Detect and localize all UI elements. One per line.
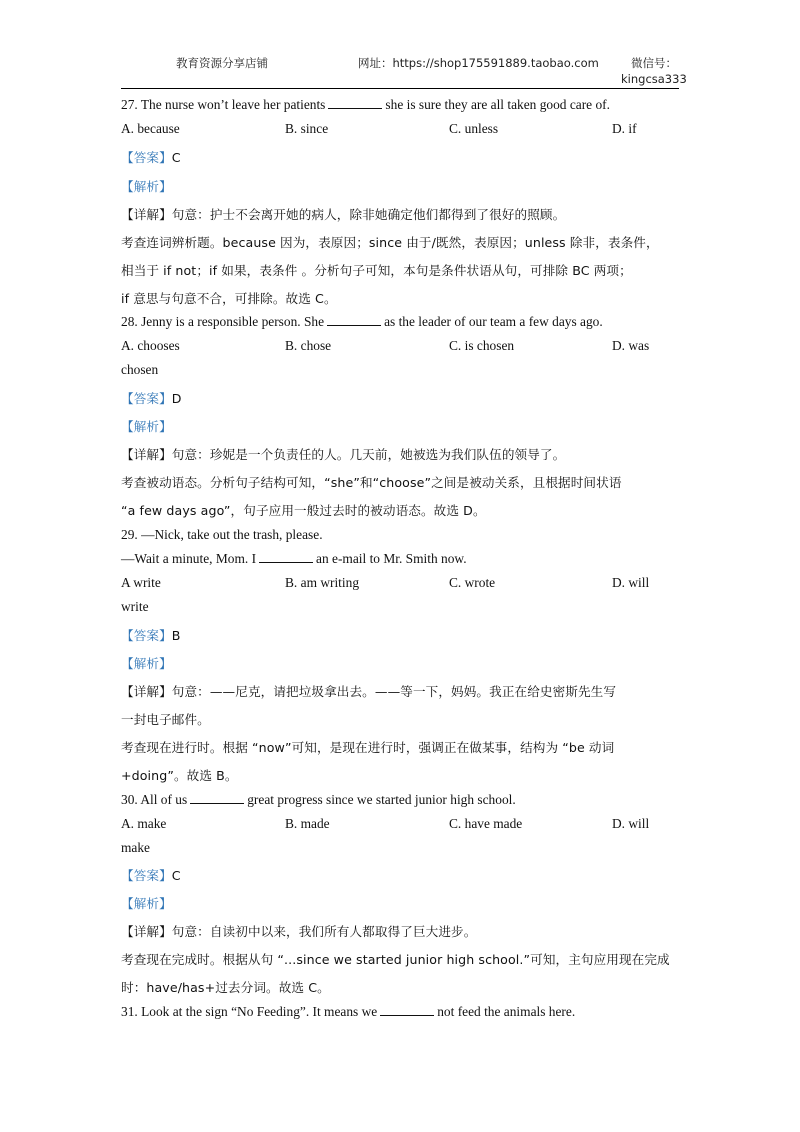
q28-option-d: D. was xyxy=(612,338,650,353)
q30-option-a: A. make xyxy=(121,816,167,831)
q29-stem-line1: 29. —Nick, take out the trash, please. xyxy=(121,527,323,542)
q27-stem-part2: she is sure they are all taken good care of. xyxy=(385,97,610,112)
q29-explain-line: +doing”。故选 B。 xyxy=(121,768,238,783)
q27-stem-part1: 27. The nurse won’t leave her patients xyxy=(121,97,326,112)
q27-stem xyxy=(121,97,610,113)
q28-analysis-label: 【解析】 xyxy=(121,419,172,434)
q28-option-c: C. is chosen xyxy=(449,338,515,353)
header-wechat-id: kingcsa333 xyxy=(621,72,687,86)
q30-stem-part2: great progress since we started junior high school. xyxy=(247,792,516,807)
q27-explain-line: if 意思与句意不合，可排除。故选 C。 xyxy=(121,291,337,306)
q29-detail-line2: 一封电子邮件。 xyxy=(121,712,210,727)
q29-explain-line: 考查现在进行时。根据 “now”可知，是现在进行时，强调正在做某事，结构为 “be 动词 xyxy=(121,740,615,755)
q28-stem-part2: as the leader of our team a few days ago. xyxy=(384,314,603,329)
header-wechat-label: 微信号： xyxy=(631,56,677,70)
q31-stem-part1: 31. Look at the sign “No Feeding”. It means we xyxy=(121,1004,378,1019)
q27-option-d: D. if xyxy=(612,121,637,136)
q28-option-b: B. chose xyxy=(285,338,332,353)
q28-detail xyxy=(121,444,565,463)
q27-blank xyxy=(328,97,382,109)
detail-label: 【详解】 xyxy=(121,207,172,222)
answer-label: 【答案】 xyxy=(121,150,172,165)
q27-analysis-label: 【解析】 xyxy=(121,179,172,194)
q29-option-d: D. will xyxy=(612,575,650,590)
q29-answer xyxy=(121,625,181,644)
detail-label: 【详解】 xyxy=(121,684,172,699)
q28-option-a: A. chooses xyxy=(121,338,180,353)
q29-stem-part2: an e-mail to Mr. Smith now. xyxy=(316,551,467,566)
q27-option-a: A. because xyxy=(121,121,180,136)
q27-option-c: C. unless xyxy=(449,121,499,136)
header-shop-url: 网址：https://shop175591889.taobao.com xyxy=(358,56,599,70)
q28-answer-value: D xyxy=(171,391,182,406)
q31-stem-part2: not feed the animals here. xyxy=(437,1004,576,1019)
q28-explain-line: “a few days ago”，句子应用一般过去时的被动语态。故选 D。 xyxy=(121,503,486,518)
q30-answer xyxy=(121,865,181,884)
q28-answer xyxy=(121,388,182,407)
q30-stem xyxy=(121,792,516,808)
q29-blank xyxy=(259,551,313,563)
answer-label: 【答案】 xyxy=(121,391,172,406)
q27-detail xyxy=(121,204,565,223)
detail-label: 【详解】 xyxy=(121,447,172,462)
q29-stem-line2 xyxy=(121,551,467,567)
q28-stem-part1: 28. Jenny is a responsible person. She xyxy=(121,314,325,329)
q30-explain-line: 时：have/has+过去分词。故选 C。 xyxy=(121,980,330,995)
q30-option-c: C. have made xyxy=(449,816,523,831)
q30-analysis-label: 【解析】 xyxy=(121,896,172,911)
q29-option-a: A write xyxy=(121,575,161,590)
header-shop-name: 教育资源分享店铺 xyxy=(176,56,268,70)
q28-detail-text: 句意：珍妮是一个负责任的人。几天前，她被选为我们队伍的领导了。 xyxy=(171,447,566,462)
q30-blank xyxy=(190,792,244,804)
q29-stem-part1: —Wait a minute, Mom. I xyxy=(121,551,257,566)
q31-stem xyxy=(121,1004,575,1020)
q29-analysis-label: 【解析】 xyxy=(121,656,172,671)
q29-detail-text: 句意：——尼克，请把垃圾拿出去。——等一下，妈妈。我正在给史密斯先生写 xyxy=(171,684,617,699)
q28-option-d-wrap: chosen xyxy=(121,362,159,377)
detail-label: 【详解】 xyxy=(121,924,172,939)
q27-explain-line: 相当于 if not；if 如果，表条件 。分析句子可知，本句是条件状语从句，可排除 BC 两项； xyxy=(121,263,632,278)
q29-option-c: C. wrote xyxy=(449,575,496,590)
q30-explain-line: 考查现在完成时。根据从句 “...since we started junior high school.”可知，主句应用现在完成 xyxy=(121,952,670,967)
q30-detail xyxy=(121,921,476,940)
q31-blank xyxy=(380,1004,434,1016)
q30-option-d: D. will xyxy=(612,816,650,831)
answer-label: 【答案】 xyxy=(121,628,172,643)
q27-explain-line: 考查连词辨析题。because 因为，表原因；since 由于/既然，表原因；unless 除非，表条件， xyxy=(121,235,659,250)
q30-detail-text: 句意：自读初中以来，我们所有人都取得了巨大进步。 xyxy=(171,924,477,939)
q28-blank xyxy=(327,314,381,326)
q27-detail-text: 句意：护士不会离开她的病人，除非她确定他们都得到了很好的照顾。 xyxy=(171,207,566,222)
answer-label: 【答案】 xyxy=(121,868,172,883)
q30-stem-part1: 30. All of us xyxy=(121,792,188,807)
q27-answer-value: C xyxy=(171,150,181,165)
q29-option-b: B. am writing xyxy=(285,575,360,590)
q29-answer-value: B xyxy=(171,628,181,643)
q30-answer-value: C xyxy=(171,868,181,883)
q27-option-b: B. since xyxy=(285,121,329,136)
q28-stem xyxy=(121,314,603,330)
header-divider xyxy=(121,88,679,89)
q29-detail xyxy=(121,681,616,700)
q29-option-d-wrap: write xyxy=(121,599,149,614)
q30-option-b: B. made xyxy=(285,816,330,831)
q30-option-d-wrap: make xyxy=(121,840,150,855)
q28-explain-line: 考查被动语态。分析句子结构可知，“she”和“choose”之间是被动关系，且根据时间状语 xyxy=(121,475,622,490)
q27-answer xyxy=(121,147,181,166)
